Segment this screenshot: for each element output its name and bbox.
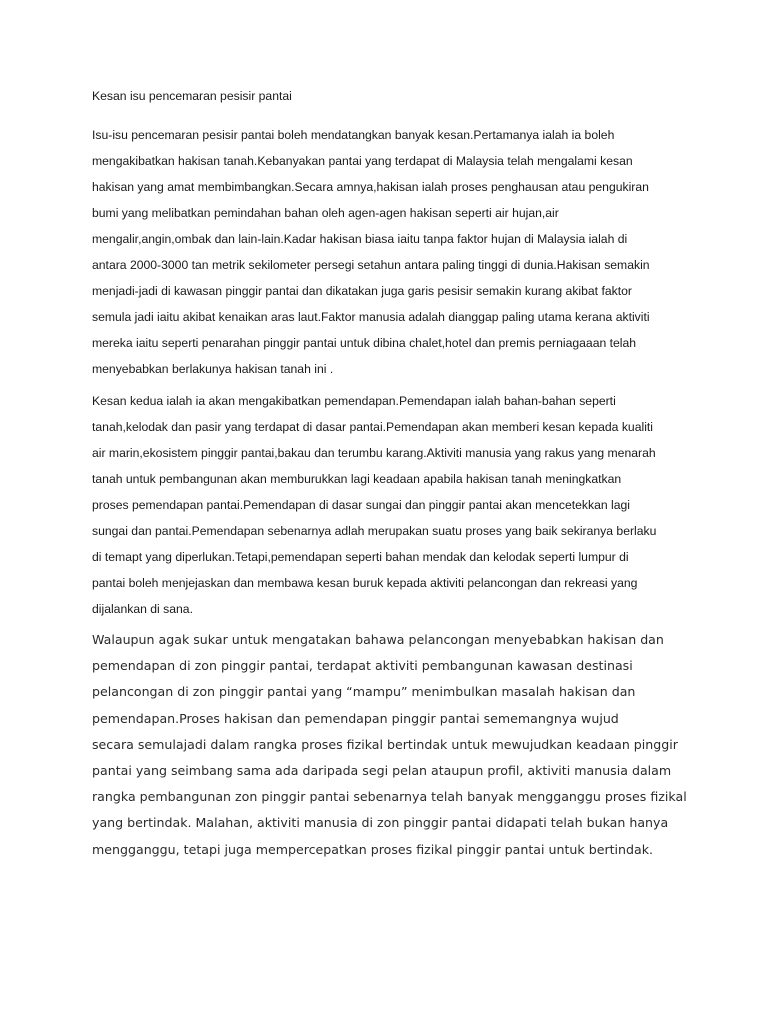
paragraph-2 — [92, 388, 656, 622]
paragraph-line: pemendapan di zon pinggir pantai, terdapat aktiviti pembangunan kawasan destinasi — [92, 658, 633, 674]
paragraph-line: bumi yang melibatkan pemindahan bahan oleh agen-agen hakisan seperti air hujan,air — [92, 206, 559, 220]
paragraph-line: secara semulajadi dalam rangka proses fizikal bertindak untuk mewujudkan keadaan pinggir — [92, 736, 678, 752]
paragraph-line: di temapt yang diperlukan.Tetapi,pemendapan seperti bahan mendak dan kelodak seperti lumpur di — [92, 550, 629, 564]
paragraph-line: Kesan kedua ialah ia akan mengakibatkan pemendapan.Pemendapan ialah bahan-bahan seperti — [92, 394, 616, 408]
paragraph-line: dijalankan di sana. — [92, 602, 193, 616]
paragraph-line: Walaupun agak sukar untuk mengatakan bahawa pelancongan menyebabkan hakisan dan — [92, 632, 664, 647]
paragraph-line: menjadi-jadi di kawasan pinggir pantai dan dikatakan juga garis pesisir semakin kurang akibat faktor — [92, 284, 632, 298]
paragraph-line: pemendapan.Proses hakisan dan pemendapan pinggir pantai sememangnya wujud — [92, 710, 619, 726]
paragraph-line: Isu-isu pencemaran pesisir pantai boleh mendatangkan banyak kesan.Pertamanya ialah ia boleh — [92, 128, 615, 142]
paragraph-line: pantai boleh menjejaskan dan membawa kesan buruk kepada aktiviti pelancongan dan rekreasi yang — [92, 576, 638, 590]
paragraph-line: menyebabkan berlakunya hakisan tanah ini . — [92, 362, 334, 376]
document-title: Kesan isu pencemaran pesisir pantai — [92, 89, 292, 103]
paragraph-line: mengakibatkan hakisan tanah.Kebanyakan pantai yang terdapat di Malaysia telah mengalami kesan — [92, 154, 633, 168]
paragraph-line: tanah,kelodak dan pasir yang terdapat di dasar pantai.Pemendapan akan memberi kesan kepada kualiti — [92, 420, 653, 434]
paragraph-1 — [92, 122, 650, 382]
paragraph-line: mereka iaitu seperti penarahan pinggir pantai untuk dibina chalet,hotel dan premis perniagaaan telah — [92, 336, 637, 350]
paragraph-line: semula jadi iaitu akibat kenaikan aras laut.Faktor manusia adalah dianggap paling utama kerana aktiviti — [92, 310, 650, 324]
paragraph-3 — [92, 627, 687, 863]
paragraph-line: antara 2000-3000 tan metrik sekilometer persegi setahun antara paling tinggi di dunia.Hakisan semakin — [92, 258, 650, 272]
paragraph-line: tanah untuk pembangunan akan memburukkan lagi keadaan apabila hakisan tanah meningkatkan — [92, 472, 622, 486]
paragraph-line: sungai dan pantai.Pemendapan sebenarnya adlah merupakan suatu proses yang baik sekiranya berlaku — [92, 524, 657, 538]
paragraph-line: hakisan yang amat membimbangkan.Secara amnya,hakisan ialah proses penghausan atau pengukiran — [92, 180, 649, 194]
paragraph-line: proses pemendapan pantai.Pemendapan di dasar sungai dan pinggir pantai akan mencetekkan lagi — [92, 498, 630, 512]
paragraph-line: rangka pembangunan zon pinggir pantai sebenarnya telah banyak mengganggu proses fizikal — [92, 789, 687, 805]
paragraph-line: mengalir,angin,ombak dan lain-lain.Kadar hakisan biasa iaitu tanpa faktor hujan di Malaysia ialah di — [92, 232, 628, 246]
paragraph-line: pelancongan di zon pinggir pantai yang “mampu” menimbulkan masalah hakisan dan — [92, 684, 636, 700]
paragraph-line: pantai yang seimbang sama ada daripada segi pelan ataupun profil, aktiviti manusia dalam — [92, 763, 672, 779]
paragraph-line: yang bertindak. Malahan, aktiviti manusia di zon pinggir pantai didapati telah bukan hanya — [92, 815, 669, 831]
paragraph-line: mengganggu, tetapi juga mempercepatkan proses fizikal pinggir pantai untuk bertindak. — [92, 841, 654, 857]
paragraph-line: air marin,ekosistem pinggir pantai,bakau dan terumbu karang.Aktiviti manusia yang rakus yang menarah — [92, 446, 656, 460]
